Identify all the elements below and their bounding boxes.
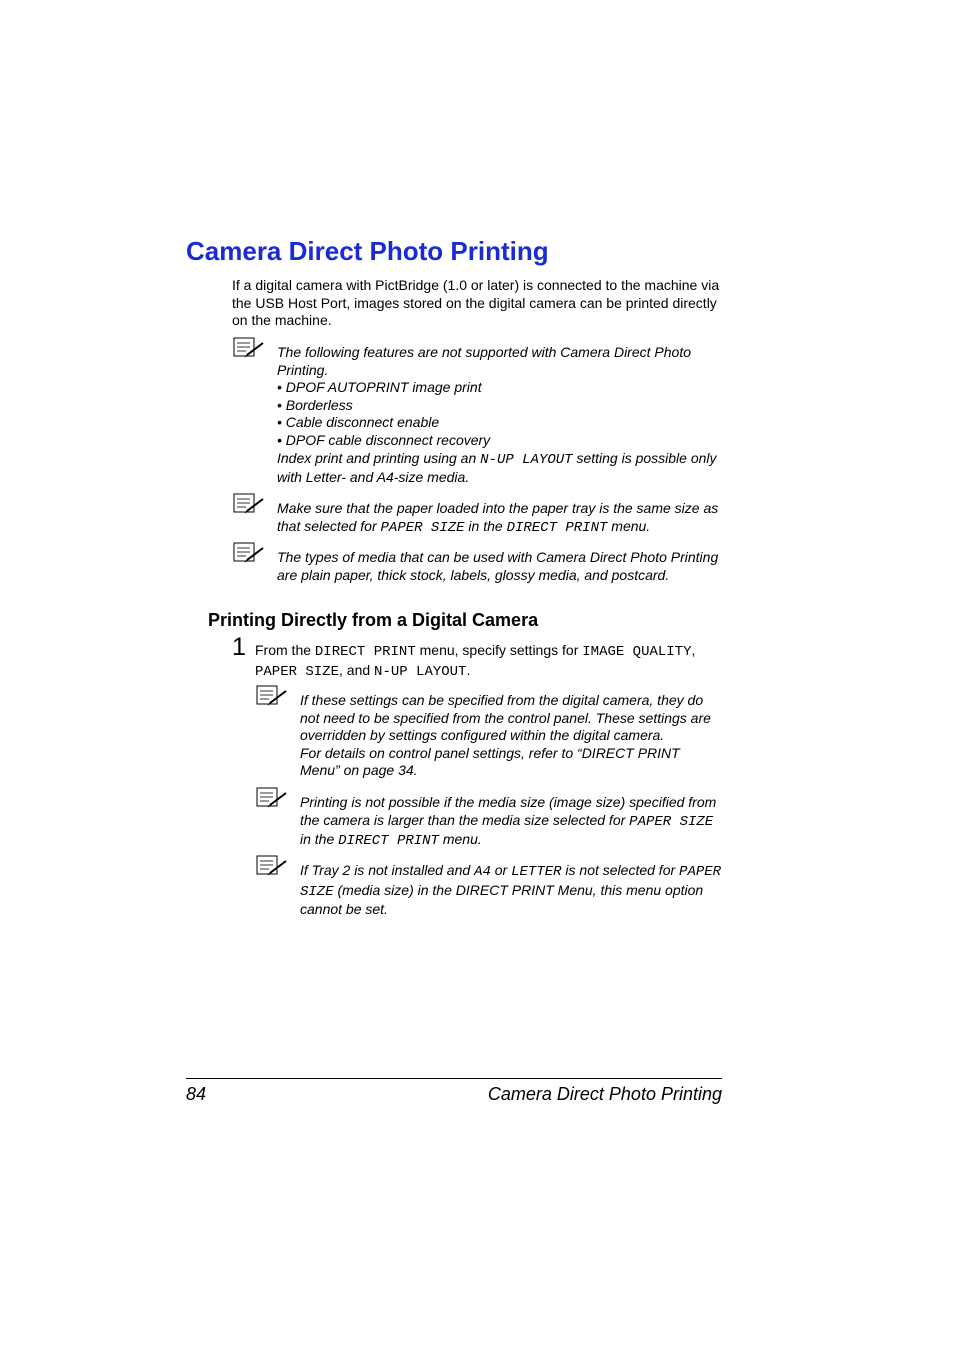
bullet-item: • Cable disconnect enable: [277, 414, 440, 431]
code-term: LETTER: [511, 864, 562, 880]
code-term: A4: [474, 864, 491, 880]
footer-rule: [186, 1078, 722, 1079]
note-media-types: The types of media that can be used with Camera Direct Photo Printing are plain paper, thick stock, labels, glossy media, and postcard.: [277, 549, 719, 583]
code-term: IMAGE QUALITY: [582, 644, 692, 660]
note-lead: The following features are not supported with Camera Direct Photo Printing.: [277, 344, 691, 378]
code-term: N-UP LAYOUT: [374, 663, 467, 680]
intro-paragraph: If a digital camera with PictBridge (1.0 or later) is connected to the machine via the USB Host Port, images stored on the digital camera can be printed directly on the machine.: [232, 277, 720, 329]
code-term: DIRECT PRINT: [338, 833, 439, 850]
note-pencil-icon: [232, 336, 266, 365]
note-tray2: If Tray 2 is not installed and A4 or LETTER is not selected for PAPER SIZE (media size) in the DIRECT PRINT Menu, this menu option cannot be set.: [300, 862, 722, 918]
code-term: DIRECT PRINT: [314, 644, 416, 660]
code-term: PAPER SIZE: [255, 663, 340, 680]
bullet-item: • Borderless: [277, 396, 353, 413]
note-paper-size: Make sure that the paper loaded into the paper tray is the same size as that selected for PAPER SIZE in the DIRECT PRINT menu.: [277, 500, 719, 536]
page-title: Camera Direct Photo Printing: [186, 236, 549, 266]
note-unsupported-features: [277, 344, 722, 487]
note-media-size-limit: Printing is not possible if the media size (image size) specified from the camera is larger than the media size selected for PAPER SIZE in the DIRECT PRINT menu.: [300, 794, 717, 850]
code-term: PAPER SIZE: [300, 864, 722, 900]
footer-section-title: Camera Direct Photo Printing: [487, 1084, 722, 1104]
note-pencil-icon: [255, 684, 289, 713]
note-pencil-icon: [255, 854, 289, 883]
code-term: PAPER SIZE: [629, 813, 714, 830]
note-pencil-icon: [232, 541, 266, 570]
section-heading: Printing Directly from a Digital Camera: [208, 610, 539, 630]
step-1-text: From the DIRECT PRINT menu, specify settings for IMAGE QUALITY, PAPER SIZE, and N-UP LAYOUT.: [255, 642, 696, 680]
page-number: 84: [186, 1084, 207, 1104]
note-tail: Index print and printing using an N-UP LAYOUT setting is possible only with Letter- and A4-size media.: [277, 449, 717, 486]
code-term: PAPER SIZE: [380, 519, 465, 536]
note-camera-settings: If these settings can be specified from the digital camera, they do not need to be specified from the control panel. These settings are overridden by settings configured within the digital camera. For details on control panel settings, refer to “DIRECT PRINT Menu” on page 34.: [300, 692, 711, 779]
step-number: 1: [232, 633, 246, 661]
bullet-item: • DPOF AUTOPRINT image print: [277, 379, 482, 396]
note-pencil-icon: [232, 492, 266, 521]
note-pencil-icon: [255, 786, 289, 815]
bullet-item: • DPOF cable disconnect recovery: [277, 431, 491, 448]
code-term: DIRECT PRINT: [506, 519, 608, 536]
code-term: N-UP LAYOUT: [480, 451, 573, 468]
